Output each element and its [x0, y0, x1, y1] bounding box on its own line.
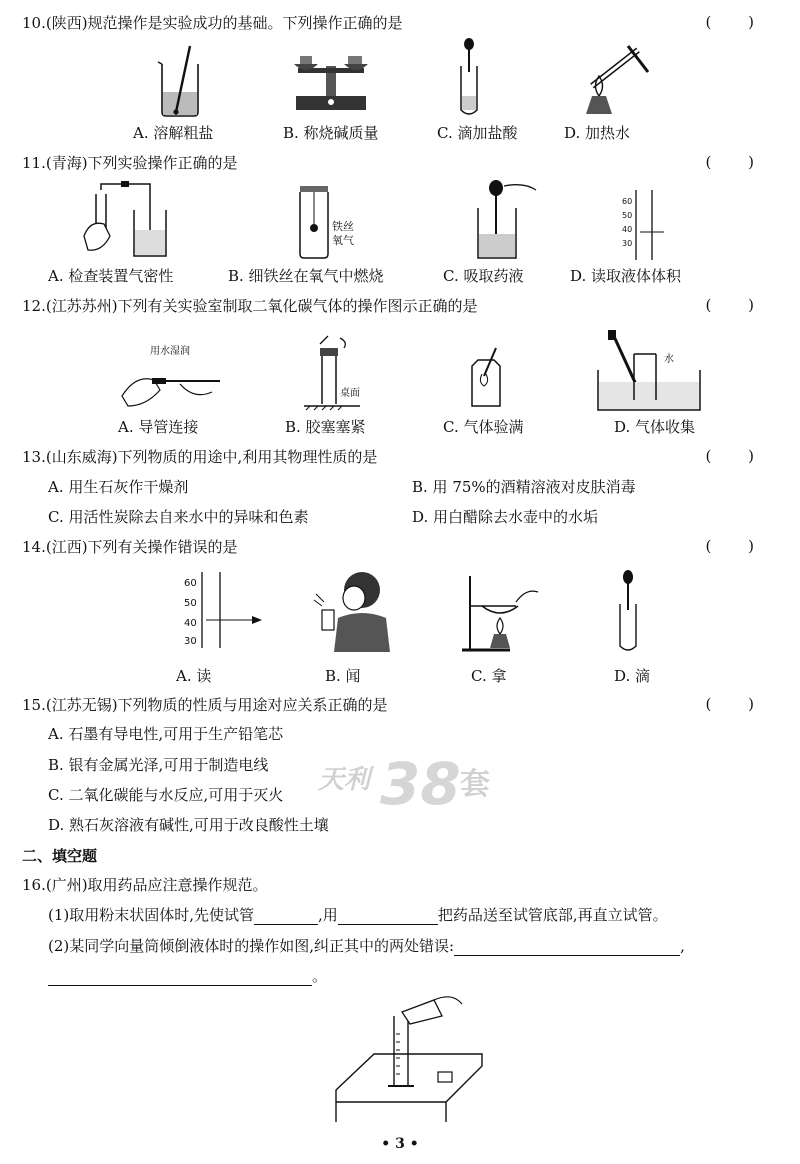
q12-fig-b-label: 桌面 [340, 388, 360, 399]
q16-blank-2[interactable] [338, 908, 438, 925]
q10-option-d[interactable]: D. 加热水 [564, 124, 631, 142]
q16-part1-text-a: (1)取用粉末状固体时,先使试管 [48, 906, 255, 924]
q15-option-d[interactable]: D. 熟石灰溶液有碱性,可用于改良酸性土壤 [48, 816, 329, 834]
q12-fig-d-gas-collect [594, 330, 704, 414]
q13-stem: 13.(山东威海)下列物质的用途中,利用其物理性质的是 [22, 448, 378, 466]
page-number: • 3 • [381, 1136, 419, 1152]
q11-option-d[interactable]: D. 读取液体体积 [570, 267, 682, 285]
q15-option-c[interactable]: C. 二氧化碳能与水反应,可用于灭火 [48, 786, 284, 804]
q10-fig-a-beaker [150, 40, 210, 118]
q13-answer-paren[interactable]: ( ) [705, 447, 770, 465]
q13-option-a[interactable]: A. 用生石灰作干燥剂 [48, 478, 189, 496]
q14-option-d[interactable]: D. 滴 [614, 667, 651, 685]
q11-fig-b-iron-burning [292, 182, 358, 262]
q16-part1-text-b: ,用 [318, 906, 338, 924]
q11-stem: 11.(青海)下列实验操作正确的是 [22, 154, 238, 172]
q12-option-c[interactable]: C. 气体验满 [443, 418, 524, 436]
q16-blank-1[interactable] [254, 908, 318, 925]
q14-fig-a-tick-40: 40 [184, 618, 197, 629]
q16-stem: 16.(广州)取用药品应注意操作规范。 [22, 876, 268, 894]
q13-option-c[interactable]: C. 用活性炭除去自来水中的异味和色素 [48, 508, 309, 526]
q14-stem: 14.(江西)下列有关操作错误的是 [22, 538, 238, 556]
q12-fig-d-label: 水 [664, 354, 674, 365]
q14-fig-a-tick-30: 30 [184, 636, 197, 647]
q16-blank-4[interactable] [48, 969, 312, 986]
q12-option-a[interactable]: A. 导管连接 [118, 418, 199, 436]
q11-fig-b-label-oxygen: 氧气 [332, 234, 354, 247]
q12-fig-a-label: 用水湿润 [150, 346, 190, 357]
publisher-watermark-logo [318, 746, 538, 816]
q11-option-b[interactable]: B. 细铁丝在氧气中燃烧 [228, 267, 384, 285]
q12-fig-c-gas-check [466, 346, 506, 410]
q11-fig-a-airtightness [76, 180, 168, 260]
q15-stem: 15.(江苏无锡)下列物质的性质与用途对应关系正确的是 [22, 696, 388, 714]
q12-stem: 12.(江苏苏州)下列有关实验室制取二氧化碳气体的操作图示正确的是 [22, 297, 478, 315]
q12-fig-b-stopper [300, 334, 364, 416]
q11-answer-paren[interactable]: ( ) [705, 153, 770, 171]
q10-option-b[interactable]: B. 称烧碱质量 [283, 124, 379, 142]
q13-option-d[interactable]: D. 用白醋除去水壶中的水垢 [412, 508, 599, 526]
q10-fig-d-heating [578, 42, 654, 116]
q16-part1-text-c: 把药品送至试管底部,再直立试管。 [437, 906, 668, 924]
watermark-text-c: 套 [460, 767, 490, 802]
q15-option-a[interactable]: A. 石墨有导电性,可用于生产铅笔芯 [48, 725, 284, 743]
q10-answer-paren[interactable]: ( ) [705, 13, 770, 31]
watermark-text-a: 天利 [318, 765, 371, 795]
q14-fig-b-smell [304, 570, 396, 654]
q14-option-a[interactable]: A. 读 [176, 667, 212, 685]
q11-fig-b-label-iron: 铁丝 [332, 220, 354, 233]
q14-option-b[interactable]: B. 闻 [325, 667, 361, 685]
q11-fig-d-tick-30: 30 [622, 239, 633, 248]
q15-option-b[interactable]: B. 银有金属光泽,可用于制造电线 [48, 756, 269, 774]
q16-part3-text: 。 [312, 967, 328, 985]
q11-fig-d-tick-40: 40 [622, 225, 633, 234]
q14-fig-a-tick-60: 60 [184, 578, 197, 589]
q10-fig-c-dropper [456, 38, 482, 118]
q11-fig-d-tick-60: 60 [622, 197, 633, 206]
q11-fig-d-tick-50: 50 [622, 211, 633, 220]
q16-blank-3[interactable] [454, 939, 680, 956]
q12-option-d[interactable]: D. 气体收集 [614, 418, 696, 436]
q14-fig-d-dropper [614, 570, 642, 654]
watermark-text-b: 38 [380, 750, 461, 816]
q16-part3 [48, 966, 327, 986]
q14-fig-a-tick-50: 50 [184, 598, 197, 609]
q11-fig-c-pipette [470, 178, 546, 262]
q16-fig-pouring-liquid [334, 994, 484, 1124]
q10-option-c[interactable]: C. 滴加盐酸 [437, 124, 518, 142]
q14-option-c[interactable]: C. 拿 [471, 667, 507, 685]
q13-option-b[interactable]: B. 用 75%的酒精溶液对皮肤消毒 [412, 478, 636, 496]
q10-fig-b-balance [286, 46, 376, 114]
q16-part2-text-b: , [680, 937, 685, 955]
q16-part2 [48, 936, 685, 956]
q16-part1 [48, 905, 668, 925]
section-title-fill-in: 二、填空题 [22, 847, 98, 865]
q12-answer-paren[interactable]: ( ) [705, 296, 770, 314]
q10-option-a[interactable]: A. 溶解粗盐 [133, 124, 214, 142]
q11-fig-d-cylinder [618, 190, 666, 262]
q15-answer-paren[interactable]: ( ) [705, 695, 770, 713]
q10-stem: 10.(陕西)规范操作是实验成功的基础。下列操作正确的是 [22, 14, 403, 32]
q11-option-a[interactable]: A. 检查装置气密性 [48, 267, 174, 285]
q11-option-c[interactable]: C. 吸取药液 [443, 267, 524, 285]
q14-fig-c-evaporate [460, 570, 540, 654]
q14-answer-paren[interactable]: ( ) [705, 537, 770, 555]
q12-option-b[interactable]: B. 胶塞塞紧 [285, 418, 366, 436]
q16-part2-text-a: (2)某同学向量筒倾倒液体时的操作如图,纠正其中的两处错误: [48, 937, 455, 955]
q14-fig-a-read-cylinder [180, 572, 266, 650]
q12-fig-a-tube-connect [116, 334, 228, 414]
